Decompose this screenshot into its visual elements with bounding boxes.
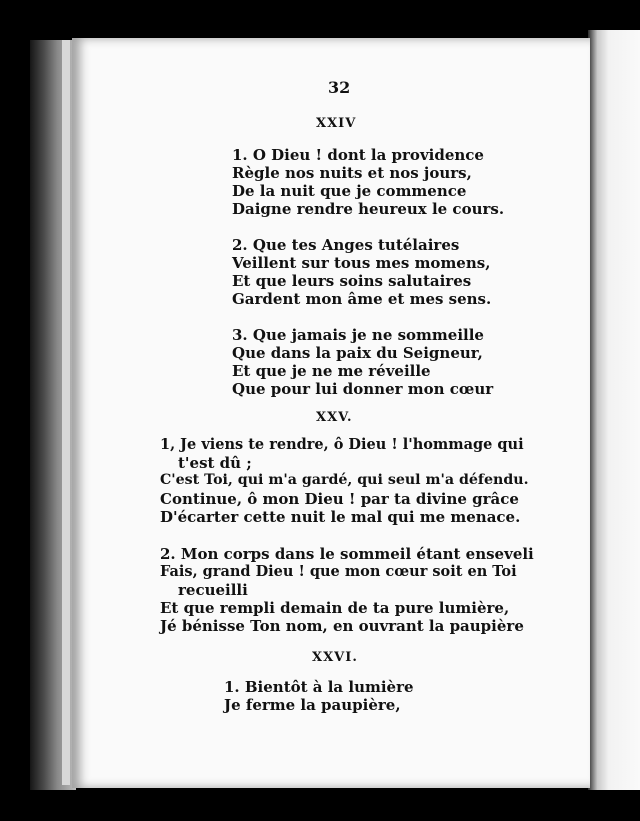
- verse-line: Que pour lui donner mon cœur: [232, 380, 494, 398]
- verse-line: Règle nos nuits et nos jours,: [232, 164, 472, 182]
- verse-line: t'est dû ;: [178, 454, 252, 472]
- verse-line: Fais, grand Dieu ! que mon cœur soit en Toi: [160, 563, 517, 580]
- verse-line: C'est Toi, qui m'a gardé, qui seul m'a défendu.: [160, 472, 529, 488]
- hymn-heading-xxiv: XXIV: [316, 116, 357, 131]
- verse-line: Continue, ô mon Dieu ! par ta divine grâce: [160, 490, 519, 508]
- verse-line: Et que je ne me réveille: [232, 362, 431, 380]
- verse-line: Jé bénisse Ton nom, en ouvrant la paupière: [160, 617, 524, 635]
- verse-line: De la nuit que je commence: [232, 182, 467, 200]
- verse-line: Et que rempli demain de ta pure lumière,: [160, 599, 510, 617]
- verse-line: Je ferme la paupière,: [224, 696, 401, 714]
- verse-line: recueilli: [178, 581, 248, 599]
- verse-line: D'écarter cette nuit le mal qui me menace.: [160, 508, 521, 526]
- verse-line: Que dans la paix du Seigneur,: [232, 344, 483, 362]
- hymn-heading-xxv: XXV.: [316, 410, 353, 425]
- verse-line: 2. Que tes Anges tutélaires: [232, 236, 460, 254]
- verse-line: 1, Je viens te rendre, ô Dieu ! l'hommage qui: [160, 436, 524, 453]
- verse-line: 1. Bientôt à la lumière: [224, 678, 414, 696]
- verse-line: Et que leurs soins salutaires: [232, 272, 472, 290]
- facing-page-edge: [588, 30, 640, 790]
- page-number: 32: [328, 78, 351, 97]
- verse-line: 2. Mon corps dans le sommeil étant enseveli: [160, 545, 534, 563]
- hymn-heading-xxvi: XXVI.: [312, 650, 358, 665]
- verse-line: 3. Que jamais je ne sommeille: [232, 326, 484, 344]
- verse-line: Veillent sur tous mes momens,: [232, 254, 491, 272]
- page-edge: [62, 40, 70, 785]
- verse-line: Daigne rendre heureux le cours.: [232, 200, 505, 218]
- verse-line: 1. O Dieu ! dont la providence: [232, 146, 484, 164]
- verse-line: Gardent mon âme et mes sens.: [232, 290, 492, 308]
